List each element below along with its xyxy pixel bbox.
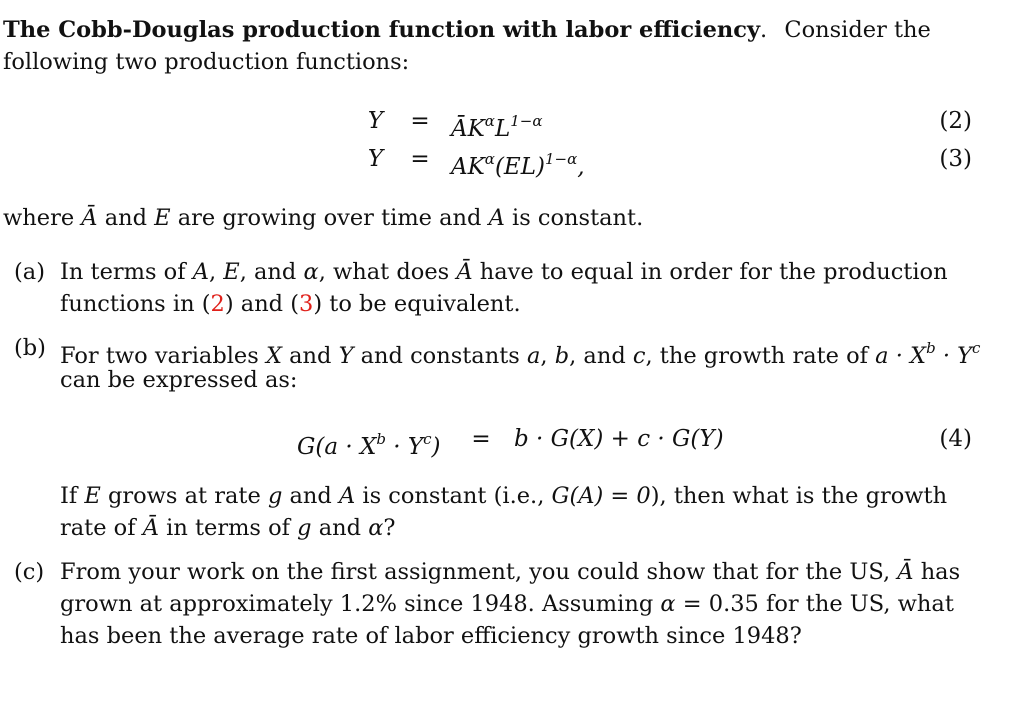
pbf-GA: G(A) = 0 xyxy=(551,483,651,509)
eq3-alpha-exp: α xyxy=(484,150,495,168)
pc-text-4: for the US, what xyxy=(766,591,954,617)
eq3-rhs-AK: AK xyxy=(451,154,485,180)
eq2-lhs: Y xyxy=(367,108,383,134)
pa-A: A xyxy=(192,259,209,285)
pbf-g2: g xyxy=(297,515,312,541)
pa-text-1: In terms of xyxy=(60,259,186,285)
pb-Y: Y xyxy=(338,343,354,369)
eq3-rhs xyxy=(451,143,585,183)
pa-E: E xyxy=(223,259,240,285)
pbf-g: g xyxy=(267,483,283,509)
pa-Abar: Ā xyxy=(456,259,473,285)
pb-a: a xyxy=(526,343,541,369)
eq2-L: L xyxy=(494,116,511,142)
eq3-exp: 1−α xyxy=(544,150,578,168)
part-c-label: (c) xyxy=(14,559,45,585)
pb-comma-2: , and xyxy=(569,343,626,369)
part-a-label: (a) xyxy=(14,259,45,285)
intro-line-1 xyxy=(3,14,931,46)
pbf-text-6: rate of xyxy=(60,515,136,541)
eq4-lhs-close: ) xyxy=(431,434,441,460)
eq4-lhs-base: G(a · X xyxy=(297,434,377,460)
pb-c: c xyxy=(632,343,646,369)
part-a-line-1 xyxy=(60,256,948,288)
pa-text-2: , what does xyxy=(318,259,450,285)
eq3-number: (3) xyxy=(939,146,972,172)
eq4-lhs xyxy=(297,423,441,463)
pbf-text-4: is constant (i.e., xyxy=(362,483,545,509)
pbf-question: ? xyxy=(383,515,396,541)
eq4-lhs-y: · Y xyxy=(385,434,424,460)
pbf-text-2: grows at rate xyxy=(107,483,261,509)
pbf-Abar: Ā xyxy=(142,515,159,541)
eq4-lhs-exp-c: c xyxy=(423,430,432,448)
eq-ref-3-link[interactable]: 3 xyxy=(299,291,314,317)
part-c-line-2 xyxy=(60,588,954,620)
pb-X: X xyxy=(265,343,282,369)
eq-ref-2-link[interactable]: 2 xyxy=(210,291,225,317)
where-E: E xyxy=(154,205,171,231)
part-b-followup-1 xyxy=(60,480,947,512)
where-line xyxy=(3,202,643,234)
pbf-text-5: ), then what is the growth xyxy=(650,483,948,509)
pa-text-5: ) and ( xyxy=(224,291,300,317)
pb-and: and xyxy=(289,343,332,369)
pbf-alpha: α xyxy=(368,515,384,541)
eq2-alpha-exp: α xyxy=(484,112,495,130)
pbf-A: A xyxy=(338,483,356,509)
part-b-line-2: can be expressed as: xyxy=(60,367,298,393)
eq2-exp: 1−α xyxy=(510,112,543,130)
pb-expr-y: · Y xyxy=(935,343,972,369)
where-text-2: and xyxy=(104,205,148,231)
eq4-rhs: b · G(X) + c · G(Y) xyxy=(514,426,724,452)
problem-title: The Cobb-Douglas production function with labor efficiency xyxy=(3,17,761,43)
pa-text-6: ) to be equivalent. xyxy=(313,291,521,317)
pa-text-4: functions in ( xyxy=(60,291,211,317)
where-Abar: Ā xyxy=(81,205,98,231)
pa-comma-1: , xyxy=(208,259,217,285)
pbf-text-8: and xyxy=(318,515,362,541)
eq4-number: (4) xyxy=(939,426,972,452)
pbf-text-7: in terms of xyxy=(166,515,290,541)
eq3-comma: , xyxy=(577,154,585,180)
pbf-text-3: and xyxy=(289,483,332,509)
pb-b: b xyxy=(554,343,570,369)
eq3-equals: = xyxy=(410,146,430,172)
pc-alpha-value: 0.35 xyxy=(708,591,759,617)
pb-comma-1: , xyxy=(540,343,548,369)
eq2-rhs xyxy=(451,105,542,145)
part-b-followup-2 xyxy=(60,512,395,544)
pc-text-1: From your work on the first assignment, you could show that for the US, xyxy=(60,559,891,585)
part-a-line-2 xyxy=(60,288,521,320)
intro-line-2: following two production functions: xyxy=(3,49,410,75)
pb-text-1: For two variables xyxy=(60,343,259,369)
pb-expr-base: a · X xyxy=(875,343,927,369)
pb-expr xyxy=(875,339,981,369)
pb-text-3: , the growth rate of xyxy=(645,343,869,369)
pc-Abar: Ā xyxy=(897,559,914,585)
pb-expr-exp-c: c xyxy=(971,339,981,357)
eq4-lhs-exp-b: b xyxy=(376,430,386,448)
where-text-1: where xyxy=(3,205,75,231)
part-c-line-1 xyxy=(60,556,960,588)
eq3-EL: (EL) xyxy=(494,154,545,180)
pbf-E: E xyxy=(84,483,101,509)
pa-comma-2: , and xyxy=(239,259,297,285)
part-c-line-3: has been the average rate of labor efficiency growth since 1948? xyxy=(60,623,802,649)
where-text-4: is constant. xyxy=(512,205,644,231)
pbf-text-1: If xyxy=(60,483,78,509)
pa-text-3: have to equal in order for the production xyxy=(479,259,948,285)
where-text-3: are growing over time and xyxy=(177,205,482,231)
eq2-number: (2) xyxy=(939,108,972,134)
pc-text-2: has xyxy=(920,559,961,585)
pb-text-2: and constants xyxy=(360,343,520,369)
eq3-lhs: Y xyxy=(367,146,383,172)
part-b-label: (b) xyxy=(14,335,46,361)
eq4-equals: = xyxy=(471,426,491,452)
pb-expr-exp-b: b xyxy=(926,339,936,357)
title-period: . xyxy=(760,17,768,43)
pc-alpha: α = xyxy=(660,591,709,617)
eq2-rhs-AK: ĀK xyxy=(451,116,485,142)
pc-text-3: grown at approximately 1.2% since 1948. Assuming xyxy=(60,591,654,617)
eq2-equals: = xyxy=(410,108,430,134)
where-A: A xyxy=(488,205,505,231)
pa-alpha: α xyxy=(303,259,319,285)
intro-text-1: Consider the xyxy=(784,17,931,43)
